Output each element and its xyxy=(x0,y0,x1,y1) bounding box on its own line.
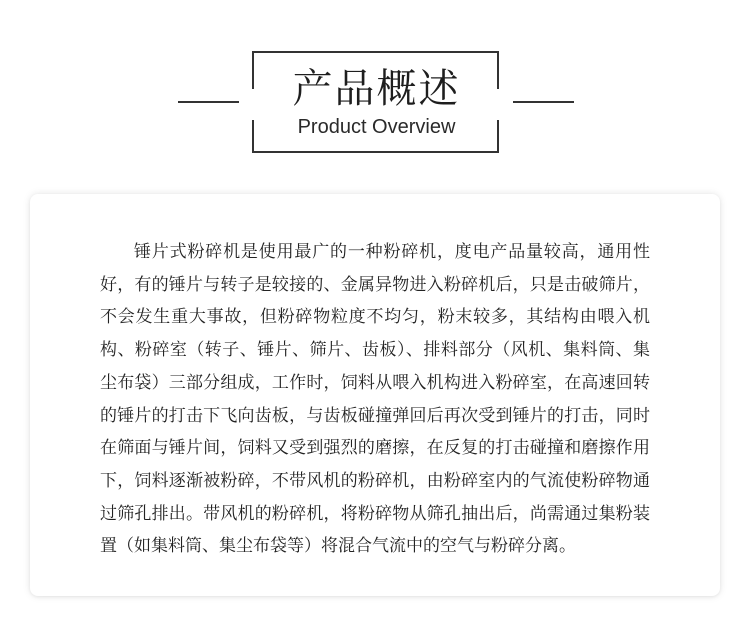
overview-paragraph: 锤片式粉碎机是使用最广的一种粉碎机，度电产品量较高，通用性好，有的锤片与转子是较接的、金属异物进入粉碎机后，只是击破筛片，不会发生重大事故，但粉碎物粒度不均匀，粉末较多，其结构由喂入机构、粉碎室（转子、锤片、筛片、齿板）、排料部分（风机、集料筒、集尘布袋）三部分组成，工作时，饲料从喂入机构进入粉碎室，在高速回转的锤片的打击下飞向齿板，与齿板碰撞弹回后再次受到锤片的打击，同时在筛面与锤片间，饲料又受到强烈的磨擦，在反复的打击碰撞和磨擦作用下，饲料逐渐被粉碎，不带风机的粉碎机，由粉碎室内的气流使粉碎物通过筛孔排出。带风机的粉碎机，将粉碎物从筛孔抽出后，尚需通过集粉装置（如集料筒、集尘布袋等）将混合气流中的空气与粉碎分离。 xyxy=(100,242,650,557)
overview-card xyxy=(30,194,720,596)
section-header xyxy=(0,0,750,170)
section-subtitle: Product Overview xyxy=(297,116,456,138)
title-frame-top xyxy=(252,51,499,53)
header-right-rule xyxy=(513,101,574,103)
header-left-rule xyxy=(178,101,239,103)
title-frame-bottom xyxy=(252,151,499,153)
section-title: 产品概述 xyxy=(292,66,461,112)
